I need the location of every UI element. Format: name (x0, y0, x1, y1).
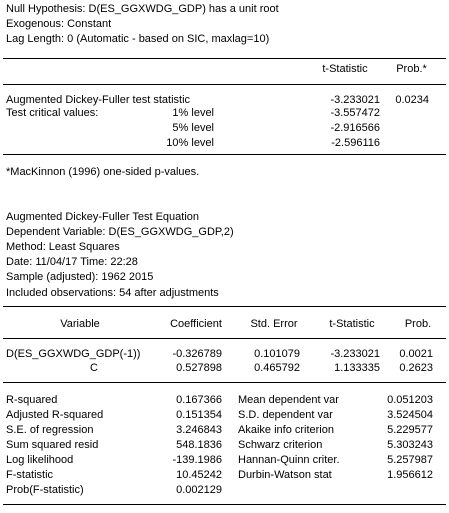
stat-label: Durbin-Watson stat (238, 469, 332, 481)
date-time-line: Date: 11/04/17 Time: 22:28 (6, 256, 138, 268)
stat-value: 0.167366 (176, 394, 222, 406)
sample-line: Sample (adjusted): 1962 2015 (6, 271, 154, 283)
test-table-header-rule (3, 84, 446, 85)
null-hypothesis: Null Hypothesis: D(ES_GGXWDG_GDP) has a unit root (6, 3, 279, 15)
coef-header-variable: Variable (60, 318, 100, 330)
row-tstat: -3.233021 (330, 348, 380, 360)
col-header-prob: Prob.* (396, 63, 427, 75)
coef-header-tstat: t-Statistic (329, 318, 375, 330)
stat-value: 548.1836 (176, 439, 222, 451)
level-label: 1% level (172, 107, 214, 119)
level-value: -2.916566 (330, 122, 380, 134)
stat-label: Sum squared resid (6, 439, 99, 451)
stat-value: 1.956612 (387, 469, 433, 481)
stat-value: 0.151354 (176, 409, 222, 421)
level-value: -2.596116 (331, 137, 380, 149)
stat-value: 0.002129 (176, 484, 222, 496)
stat-label: Prob(F-statistic) (6, 484, 84, 496)
coef-header-coefficient: Coefficient (170, 318, 222, 330)
row-stderr: 0.101079 (254, 348, 300, 360)
stat-value: 10.45242 (176, 469, 222, 481)
mackinnon-footnote: *MacKinnon (1996) one-sided p-values. (6, 166, 200, 178)
stat-label: S.E. of regression (6, 424, 94, 436)
stat-label: R-squared (6, 394, 58, 406)
stat-label: F-statistic (6, 469, 54, 481)
test-table-bottom-rule (3, 154, 446, 155)
stat-label: Schwarz criterion (238, 439, 323, 451)
exogenous-line: Exogenous: Constant (6, 18, 112, 30)
stat-value: 3.246843 (176, 424, 222, 436)
stat-value: 5.303243 (387, 439, 433, 451)
stat-label: Akaike info criterion (238, 424, 334, 436)
level-label: 5% level (172, 122, 214, 134)
adf-prob-value: 0.0234 (395, 94, 429, 106)
stats-bottom-rule (3, 504, 446, 505)
adf-tstat-value: -3.233021 (330, 94, 380, 106)
row-coefficient: -0.326789 (172, 348, 222, 360)
level-value: -3.557472 (330, 107, 380, 119)
stat-value: 0.051203 (387, 394, 433, 406)
stat-label: Hannan-Quinn criter. (238, 454, 340, 466)
stat-value: 3.524504 (387, 409, 433, 421)
coef-table-top-rule (3, 306, 446, 307)
method-line: Method: Least Squares (6, 241, 120, 253)
row-stderr: 0.465792 (254, 362, 300, 374)
equation-title: Augmented Dickey-Fuller Test Equation (6, 211, 200, 223)
lag-length-line: Lag Length: 0 (Automatic - based on SIC, maxlag=10) (6, 33, 270, 45)
coef-table-divider-rule (3, 382, 446, 383)
level-label: 10% level (166, 137, 214, 149)
dependent-variable: Dependent Variable: D(ES_GGXWDG_GDP,2) (6, 226, 234, 238)
stat-label: Log likelihood (6, 454, 74, 466)
stat-label: Adjusted R-squared (6, 409, 104, 421)
row-variable: C (90, 362, 98, 374)
row-variable: D(ES_GGXWDG_GDP(-1)) (6, 348, 141, 360)
coef-table-header-rule (3, 338, 446, 339)
stat-label: S.D. dependent var (238, 409, 333, 421)
row-prob: 0.0021 (399, 348, 433, 360)
coef-header-stderr: Std. Error (250, 318, 298, 330)
stat-value: 5.257987 (387, 454, 433, 466)
adf-statistic-label: Augmented Dickey-Fuller test statistic (6, 94, 191, 106)
critical-values-label: Test critical values: (6, 107, 99, 119)
test-table-top-rule (3, 58, 446, 59)
stat-value: -139.1986 (172, 454, 222, 466)
observations-line: Included observations: 54 after adjustments (6, 287, 219, 299)
col-header-tstat: t-Statistic (322, 63, 368, 75)
row-prob: 0.2623 (399, 362, 433, 374)
stat-value: 5.229577 (387, 424, 433, 436)
row-tstat: 1.133335 (334, 362, 380, 374)
row-coefficient: 0.527898 (176, 362, 222, 374)
stat-label: Mean dependent var (238, 394, 339, 406)
coef-header-prob: Prob. (404, 318, 432, 330)
